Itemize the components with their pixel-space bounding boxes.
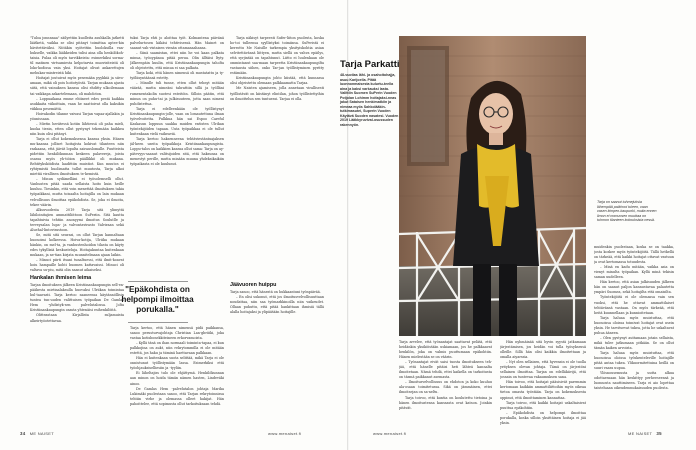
footer-left-url <box>268 431 301 436</box>
paragraph: – Olen pystynyt auttamaan jotain sellaista, mikä tulee jatkumaan pitkään. Se on ollut tämän kaiken arvoista. <box>594 335 674 350</box>
paragraph: Alkuvuodesta 2019 Tarja sitä ylimyttä lähiloinitajien ammattiliittoon SuPeriin. Sitä kautta tapahtuivia tehtiin anonyymi ilmoitus Soulutlle ja terveysalan lupa- ja valvontavirasto Valviraan sekä Aluehal-lintovirastoon. <box>30 207 124 232</box>
paragraph: Hoitajat joutuivat myös pesemään pyykkiä ja siivo-amaan, mikä oli pois hoitotyöstä. Tarjan mukaan ajasta siitä, että vainuksen kanssa olisi ehditty ulkoilemaan tai vaikkapa askartelemaan, oli mahdoton. <box>30 76 124 96</box>
page-number-right: 35 <box>656 431 662 436</box>
paragraph: Tarja toivoo, että kaikki hoitajat uskaltaisivat puuttua epäkohtiin. <box>500 400 586 410</box>
portrait-photo <box>399 36 586 336</box>
paragraph: – Nyt olen sellaisen, että hyvensin ei ole tuolla yrityksen olevan johtaja. Tämä on järjestöni sellainen ilmoittaa. Tarjan on edelläkävijä, että jossain on tuntevaa vakaumuksen sana. <box>500 360 586 380</box>
paragraph: – Minun sydämelläni ei työsolemselli ollut. Vanhusten pitää saada sellaista hoito kuin heille kuuluu. Tiesinkin, että voin menettää ilmoituksen takia työpaikkani, mutta toisaalta hoitajilla on lain mukaan velvollisuus ilmoittaa epäkohdista. Se, joka ei ilmoita, tekee väärin. <box>30 177 124 207</box>
paragraph: Tarja koki, että hänen nimensä oli mustatattu ja ty-työliisyntäänsä estetty. <box>130 71 224 81</box>
paragraph: Tarjan ilmoituksen jälkeen Kristiinankaupungin sell-en-pääkesta mirtinalaksulla huovaksi Ulriikan toimintaa hul-taavasti. Tarja kertoo saaneensa käytännöllisin tuntea tun-uuden valittuisen työpaikan De Gamlas Hem -yhdistyk-sen palvelutalossa. Jolta Kristiinankaupungin osasta yhtenäisi esihenkilöitä. <box>30 283 124 313</box>
subheading-jaavuoren: Jäävuoren huippu <box>230 282 277 288</box>
paragraph: Hoivakodin tilanne vaivasi Tarjan vapaa-ajallakin ja yöunissaan. <box>30 111 124 121</box>
paragraph: Me Naisten ajamiseen, jolla annetaan virallisesti työllistävät on kiistänyt elintilan, johon työllistettyihin on ilmoittelun sen tuntuessi. Tarjaa ei olla. <box>230 86 324 101</box>
footer-left <box>20 431 54 436</box>
left-column-3-top <box>230 36 324 274</box>
paragraph: Hän ei kuitenkaan suota selittää, mikä Tarja ei ole onnistunut työllistymään lassa. Esimerkiksi että työohjauksiselliesiin ja -tyyliin. <box>130 356 224 371</box>
profile-box <box>340 60 400 127</box>
right-column-2 <box>500 340 586 428</box>
portrait-illustration <box>399 36 586 336</box>
paragraph: – Minuci piirti itsani tunaltuessi, että ilmit-koavat hoiu hampaille kohti buomen kattavaissi. Minuci oli valtava su-piu, mitä olin saanut aikaiseksi. <box>30 258 124 273</box>
photo-caption: Tarja on saanut tuhmejuksia lähempää paikhooi tuleen, vaan vasen kimpen-kaupunki, muita ennen ilmon ei nomuosen muuttaa on tuhmon tilanteen kokouksista nessä. <box>597 200 657 223</box>
footer-right-url <box>373 431 406 436</box>
paragraph: – Minä en kadu mitään, vaikka asia on vienyt minulta työpaikan. Kyllä minä tekisin saman uudelleen. <box>594 265 674 280</box>
paragraph: – Loppuaikana emme ehtineet edes pestä kaikkia asukkaita viikoittain, vaan he saattoivat olla kaksikin viikkoa pesemättä. <box>30 96 124 111</box>
left-column-2-top <box>130 36 224 281</box>
left-column-2-bottom <box>130 326 224 426</box>
subheading-hankalan: Hankalan ihmisen leima <box>30 275 92 282</box>
footer-right <box>628 431 662 436</box>
paragraph: "Tuloa jonnnnaa" säilyettiin kuolleita asuhkalla jatketti läätketä, vaikka se olisi pitänyt toimittaa aptee-kin hävitettäväksi. Niitäkin syötettiin huoloksilla van-hukselle, vaikka lääkkeiden tulisi aina olla henkilökoh-taisia. Pulaa oli myös tarvikkeista: esimerkiksi sorma-til matinen virtsamiesta kelpotarvia muovisiteistä oli loko-kodissa vain yksi. Hoitajat olivat ankarettujen mehukas-mintreistä hiki. <box>30 36 124 76</box>
paragraph: Tarja kertoo haksenneena tehtäviestäntuajaksen jäl-keen useita työpaikkoja Kristiinankaupungista. Loppu-talos on kaikkien kanssa ollut sama: Tarja on ay-pätevyys-saanut valitsijoiden sitä, että haksunsa on menestyt perille, mutta minään muuna yhdeksikaikiin työpaikasta ei ole kuulunut. <box>130 136 224 167</box>
profile-name: Tarja Parkatti <box>340 59 400 70</box>
article-text-col2 <box>130 36 224 167</box>
paragraph: Tarja arvelee, että työnantajat saattavat pelätä, että heidänkin yksiköistään uskiamaan, jos he palkkaavat henkilön, joka on valmis puuttumaan epäkohtiin. Hänen mielestään se on väärin. <box>399 340 492 360</box>
paragraph: – Mietin herätessä kotiin lähtiessä oli paha mieli, kuoka tiesin, etten ollut pystynyt tekemään kaikkea niin kuin olisi pitänyt. <box>30 121 124 136</box>
paragraph: – Työnantajat eivät saisi tuosta ilmoitukseen teh-jää, että hänelle pitäisi heti lähteä kannalta ilmoitetaan. Nämä tehdä, ettei kaikella on tarkoitusta on täsmä paikkanut asemasta. <box>399 360 492 380</box>
paragraph: Hän nyhmäinää sitä hyvin syystä jatkamaan järjestämisen, jos heidän voi tulla työsyksessä olleille. Sillä hän olisi kaikkia ilmoitettaan ja omalla aiyarssia. <box>500 340 586 360</box>
paragraph: Ylösnousemusta ja uutta alkua odottaessaan hän keskittyy perheeseensä ja luonnosta nauttimiseen. Tarja ei aio lopettaa taisteluaan oikeudenmukaisuuden puolesta. <box>594 371 674 391</box>
right-column-3 <box>594 245 674 428</box>
left-column-1 <box>30 36 124 426</box>
paragraph: Tarja kertoo, että hänen nimensä pidä paikkansa, sanoo perusturvajohtaja Christian Lan-gbrüiki, joka vastaa kotisbonekkiteineen erkorvamoista. <box>130 326 224 341</box>
paragraph: – En olisi uskonut, että jos ilmoitusvelvollisuuttaan noudattaa, niin saa työmarkkinoilla niin vaikeudet. Ollaan puhuttu, että pitää hankittaan ihmisiä tällä alalla hoitajaksi ja ylipäätään hoitajille. <box>230 295 324 315</box>
left-column-3-bottom <box>230 280 324 426</box>
paragraph: Se, mitä sitä seurasi, on ollut Tarjan kannaltaan huonoimi kolkeessa. Hoiva-kotija, Ulriika mukaan hänkin, on mel-ta, ja vanhustenhoidon tilasta on käyty edes tykyllisiä keskusteluja. Hoitajakuntaa kuitenkaan mukaan, ja ne-tian kirjata suunnitelmaan ajaan laikin. <box>30 232 124 258</box>
paragraph: – Ilmoitusvelvollisuus on ehdoton ja koko kuuluu ala-osaan toimitetussa. Sikä on jämmäinen, ettei ilmoitsejan on sa-neltu. <box>399 380 492 395</box>
paragraph: Tarja toivoo, että kuntia on koulutettu tietoina ja hänen ilmoitustensa kanssasta ovat katson. Joinkin pitävät. <box>399 395 492 410</box>
paragraph: muidenkin puolestaan, koska se on taakka, josta koskee myös työntekijöitä. Tällä hetkellä on tärkeää, että kaikki hoitajat ottavat vastuun ja ovat kertomassa totuudesta. <box>594 245 674 265</box>
paragraph: Olitteastaan Kirjallista suljamuista alkeirtyöotettavaa. <box>30 313 124 323</box>
pullquote-rule-top <box>128 281 188 282</box>
paragraph: Tarja sanoo, että hänestä on hukkaantuni työnpäivää. <box>230 290 321 294</box>
paragraph: Tarja näkisyt tarpeesti Sufer-liiton puolesta, koska ho-toi tulleensa syyllistyksi toimiinsa. SuPeristä ei kerrottu Me Naisille tarkempia yksityiskohtia asian selvitettävänsä liittyen, mutta siellä on vahva epäilys, että syrjintää on tapahtunut. Liitto ei luulenkaan ole ommintanut saa-maan tarpeetta Kristiinankaupungilta vastausta siihen, onko Tar-jan työllistyminen pyritty estämään. <box>230 36 324 76</box>
paragraph: – Siinä saamistan, ettei niin he voi kaan palkata minua, työoypänoa pitää perua. Olin älltäisi ltyty. Jälkeenpäin kuulin, että Kristiinankaupungin taholta oli ohjeistettu, että minua ei saa palkata. <box>130 51 224 71</box>
page-number-left: 34 <box>20 431 26 436</box>
article-text-col3 <box>399 340 492 411</box>
article-text-col3b <box>500 340 586 426</box>
paragraph: – Minulle tuli tunne, etten ollut tehnyt mitään väärää, mutta nimeäni tahrattiin sillä ja työlläni rumenentakolin suotesi esteitöin. Silloin päätin, että minun on puhu-tai ja julkisuuteen, jotta saan nimeni puhdistettua. <box>130 81 224 106</box>
profile-description: 48-vuotias lähi- ja osahoitohajja, asuu Karijoella. Pitää luonnonmaisesta kulurtu-teella aina ja kaksi varkauksi lasta. Valittiin Suomen SuPerin Vuoden Potjolan Lohimm hoitajaksi-nnas jakut Sataisen henkimatkiin ja nimeaa myös Sahkolääkin-tutkimasutei, Superin Vuoden Käytävä Suoden nasatesi. Vuoden 2019 Lääkkyruvival-osussuden rakennyön. <box>340 73 399 127</box>
magazine-name-right: ME NAISET <box>628 431 653 436</box>
right-column-1 <box>399 340 492 428</box>
paragraph: – Epäkohdista on helpompi ilmoittaa porukalla, koska silloin yksittäinen hoitaja ei jää yksin. <box>500 410 586 425</box>
article-text-col2d <box>230 36 324 102</box>
article-text-col2b <box>130 326 224 407</box>
paragraph: tuksi Tarja ehti jo aloittaa työt. Kolmantena päivänä palvelurtosen käkäsi tehtivisessä. Hän Mainet on saanut vah-vistaisen vienän ottamasaahansa. <box>130 36 224 51</box>
paragraph: Työntekijöitä ei ole olemassa vain sen vuoksi, että he ottavat ammattilaiset tehtävänsä vastaan. On myös tärkeää, että heitä kuunnellaan ja kunnioitetaan. <box>594 295 674 315</box>
paragraph: – Kyllä tänä on ihan normaali toiminta-tapaa, ei kun palkkojina on aukt, niin rekrytommilla ei ole mitään estettä, jos haku ja tiiminä haettavaan palkkaan. <box>130 341 224 356</box>
magazine-name-left: ME NAISET <box>29 431 54 436</box>
article-text-col2c <box>230 290 324 315</box>
paragraph: De Gamlas Hem -palvelutalon johtaja Marika Lukimäki puolestaan sanoo, että Tarjan rekrytoinnissa tehtiin virhe ja olemassa olleet hakijat. Hän pahoittelee, että sopimusta ollut tarkoituksaan tehdä. <box>130 386 224 406</box>
paragraph: Tarja haluaa myös muistuttaa, että huonoissa oloissa työskenteleville hoitajille pitää antaa tukea. Ylikuormitettuina heillä on suuri vaara uupua. <box>594 350 674 371</box>
paragraph: Ei läheltajiss tulo ole ehjättymä. Henkilökunnan aan minon on hoida tämän nämen hasten, Lindeväki ainoo. <box>130 371 224 386</box>
pullquote-rule-bottom <box>128 322 188 323</box>
paragraph: Kristiinankaupungin johto kiistää, että kunnassa olisi ohjeistettu olemaan palkkaamatta Tarjaa. <box>230 76 324 86</box>
article-text-col4 <box>594 245 674 391</box>
paragraph: Tarja ei edelleenkään ole työllistynyt Kristiinankaupungin-jolle, vaan on lomautettuna ilman työvelvoitetta. Pulkkua hän sai Espoo Careful Kaskasun loppuun saakka muiden entisten Ulrikan työntekijöiden tapaan. Uuta työpaikkaa ei ole tullut kuitenkaan vielä vaikeaviä. <box>130 106 224 136</box>
url-left: www.menaiset.fi <box>268 431 302 436</box>
url-right: www.menaiset.fi <box>373 431 407 436</box>
paragraph: Tarja ei ollut kokemuksensa kanssa yksin. Hänen mu-kaansa jolliset hoitajista kokivat tilanteen niin raskaana, että jäivät lopulta sairauslomalle. Puutteista pidettiin henkilökunnan keskeen palavereja, joista osassa myös yh-tiöion päällikkö oli mukana. Rehtityksköidista laadittiin muistiot. Kun muutos ei ryhtymistä huolimatta tullut muutosta, Tarja alkoi miettiä virallisen ilmoituksen te-kemistä. <box>30 136 124 177</box>
paragraph: Hän kertoo, että asian julkisuuden jälkeen hän on saanut paljon kannustavaa palautetta ympäri Suomea, sekä hoitajilta että omaisilta. <box>594 280 674 295</box>
article-text-col1 <box>30 36 124 273</box>
paragraph: Hän toivoo, että hoitajat pääsisivät paremmin kertomaan kaikkiin ammattiliittoihin myös oikeaa tietoa omasta työstään. Tarja on kokemuksesta oppinut, että ilmoittaminen kannattaa. <box>500 380 586 400</box>
paragraph: Tarja haluaa myös muistuttaa, että huonoissa oloissa toimivat hoitajat ovat usein yksin. He tarvitsevat tukea, jotta he uskaltavat puhua ääneen. <box>594 315 674 335</box>
pull-quote: "Epäkohdista on helpompi ilmoittaa porukalla." <box>121 285 194 314</box>
